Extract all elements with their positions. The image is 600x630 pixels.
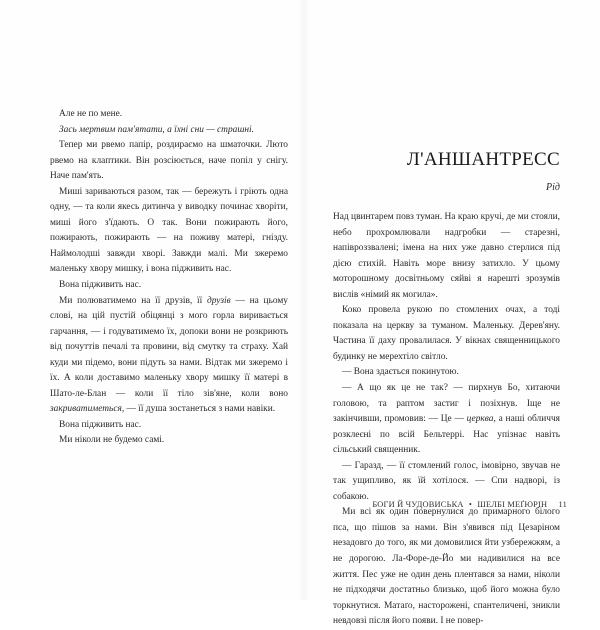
italic-text: Зась мертвим пам'ятати, а їхні сни — страшні. [59,124,255,135]
text-run: Ми полюватимемо на її друзів, її [59,295,207,306]
footer-separator: • [468,500,473,509]
paragraph: Вона підживить нас. [59,280,142,291]
paragraph: Миші зариваються разом, так — бережуть і гріють одна одну, — та коли якесь дитинча у виводку починає хворіти, миші його з'їдають. О так. Вони пожирають його, пожирають, пожирають — на поживу матері, гнізду. Наймолодші завжди хворі. Завжди малі. Ми зжеремо маленьку хвору мишку, і вона підживить нас. [50,186,288,275]
paragraph: Ми ніколи не будемо самі. [59,435,165,446]
paragraph: — Вона здається покинутою. [342,367,459,378]
italic-text: церква [466,414,494,425]
right-page [333,148,560,630]
running-footer [372,500,567,509]
paragraph: Коко провела рукою по стомлених очах, а тоді показала на церкву за туманом. Маленьку. Дерев'яну. Частина її даху провалилася. У вікнах священницького будинку не мерехтіло світло. [333,305,560,362]
italic-text: друзів [207,295,231,306]
book-gutter [298,0,310,600]
left-page [50,107,288,449]
chapter-title: Л'АНШАНТРЕСС [406,149,560,170]
paragraph: Тепер ми рвемо папір, роздираємо на шматочки. Люто рвемо на клаптики. Він розсіюється, наче попіл у снігу. Наче пам'ять. [50,140,288,182]
paragraph [333,381,560,459]
paragraph: Над цвинтарем повз туман. На краю кручі, де ми стояли, небо прохромлювали надгробки — старезні, напівроззвалені; імена на них уже давно стерлися під дією стихій. Навіть море внизу затихло. У цьому моторошному досвітньому сяйві я нарешті зрозумів вислів «німий як могила». [333,212,560,300]
paragraph-italic [50,123,288,139]
paragraph: Вона підживить нас. [59,419,142,430]
chapter-narrator: Рід [546,182,560,193]
footer-author: ШЕЛБІ МЕҐЮРІН [477,500,548,509]
paragraph: — Гаразд, — її стомлений голос, імовірно, звучав не так ущипливо, як їй хотілося. — Спи надворі, із собакою. [333,460,560,502]
paragraph: Але не по мене. [59,109,123,119]
text-run: — її душа зостанеться з нами навіки. [124,404,276,415]
footer-book-title: БОГИ Й ЧУДОВИСЬКА [372,500,464,509]
paragraph [50,294,288,418]
text-run: — на цьому слові, на цій пустій обіцянці з мого горла виривається гарчання, — і годуватимемо їх, допоки вони не розкриють від почуттів печалі та провини, від смутку та страху. Хай куди ми підемо, вони підуть за нами. Відтак ми зжеремо і їх. А коли доставимо маленьку хвору мишку її матері в Шато-ле-Блан — коли її тіло зів'яне, коли воно [50,295,288,399]
paragraph: Ми всі як один повернулися до примарного білого пса, що пішов за нами. Він з'явився під Цезаріном незадовго до того, як ми домовилися йти узбережжям, а не дорогою. Ла-Форе-де-Йо ми надивилися на все життя. Пес уже не один день плентався за нами, ніколи не підходячи достатньо близько, щоб його можна було торкнутися. Матаґо, насторожені, спантеличені, зникли невдовзі після його появи. І не повер- [333,507,560,627]
text-run: , а наші обличчя розклеєні по всій Бельтеррі. Нас упізнає навіть сільський священник. [333,414,560,456]
text-run: — А що як це не так? — пирхнув Бо, хитаючи головою, та раптом застиг і позіхнув. Іще не закінчивши, промовив: — Це — [333,383,560,425]
page-number: 11 [558,500,567,509]
italic-text: закриватиметься, [50,404,125,415]
